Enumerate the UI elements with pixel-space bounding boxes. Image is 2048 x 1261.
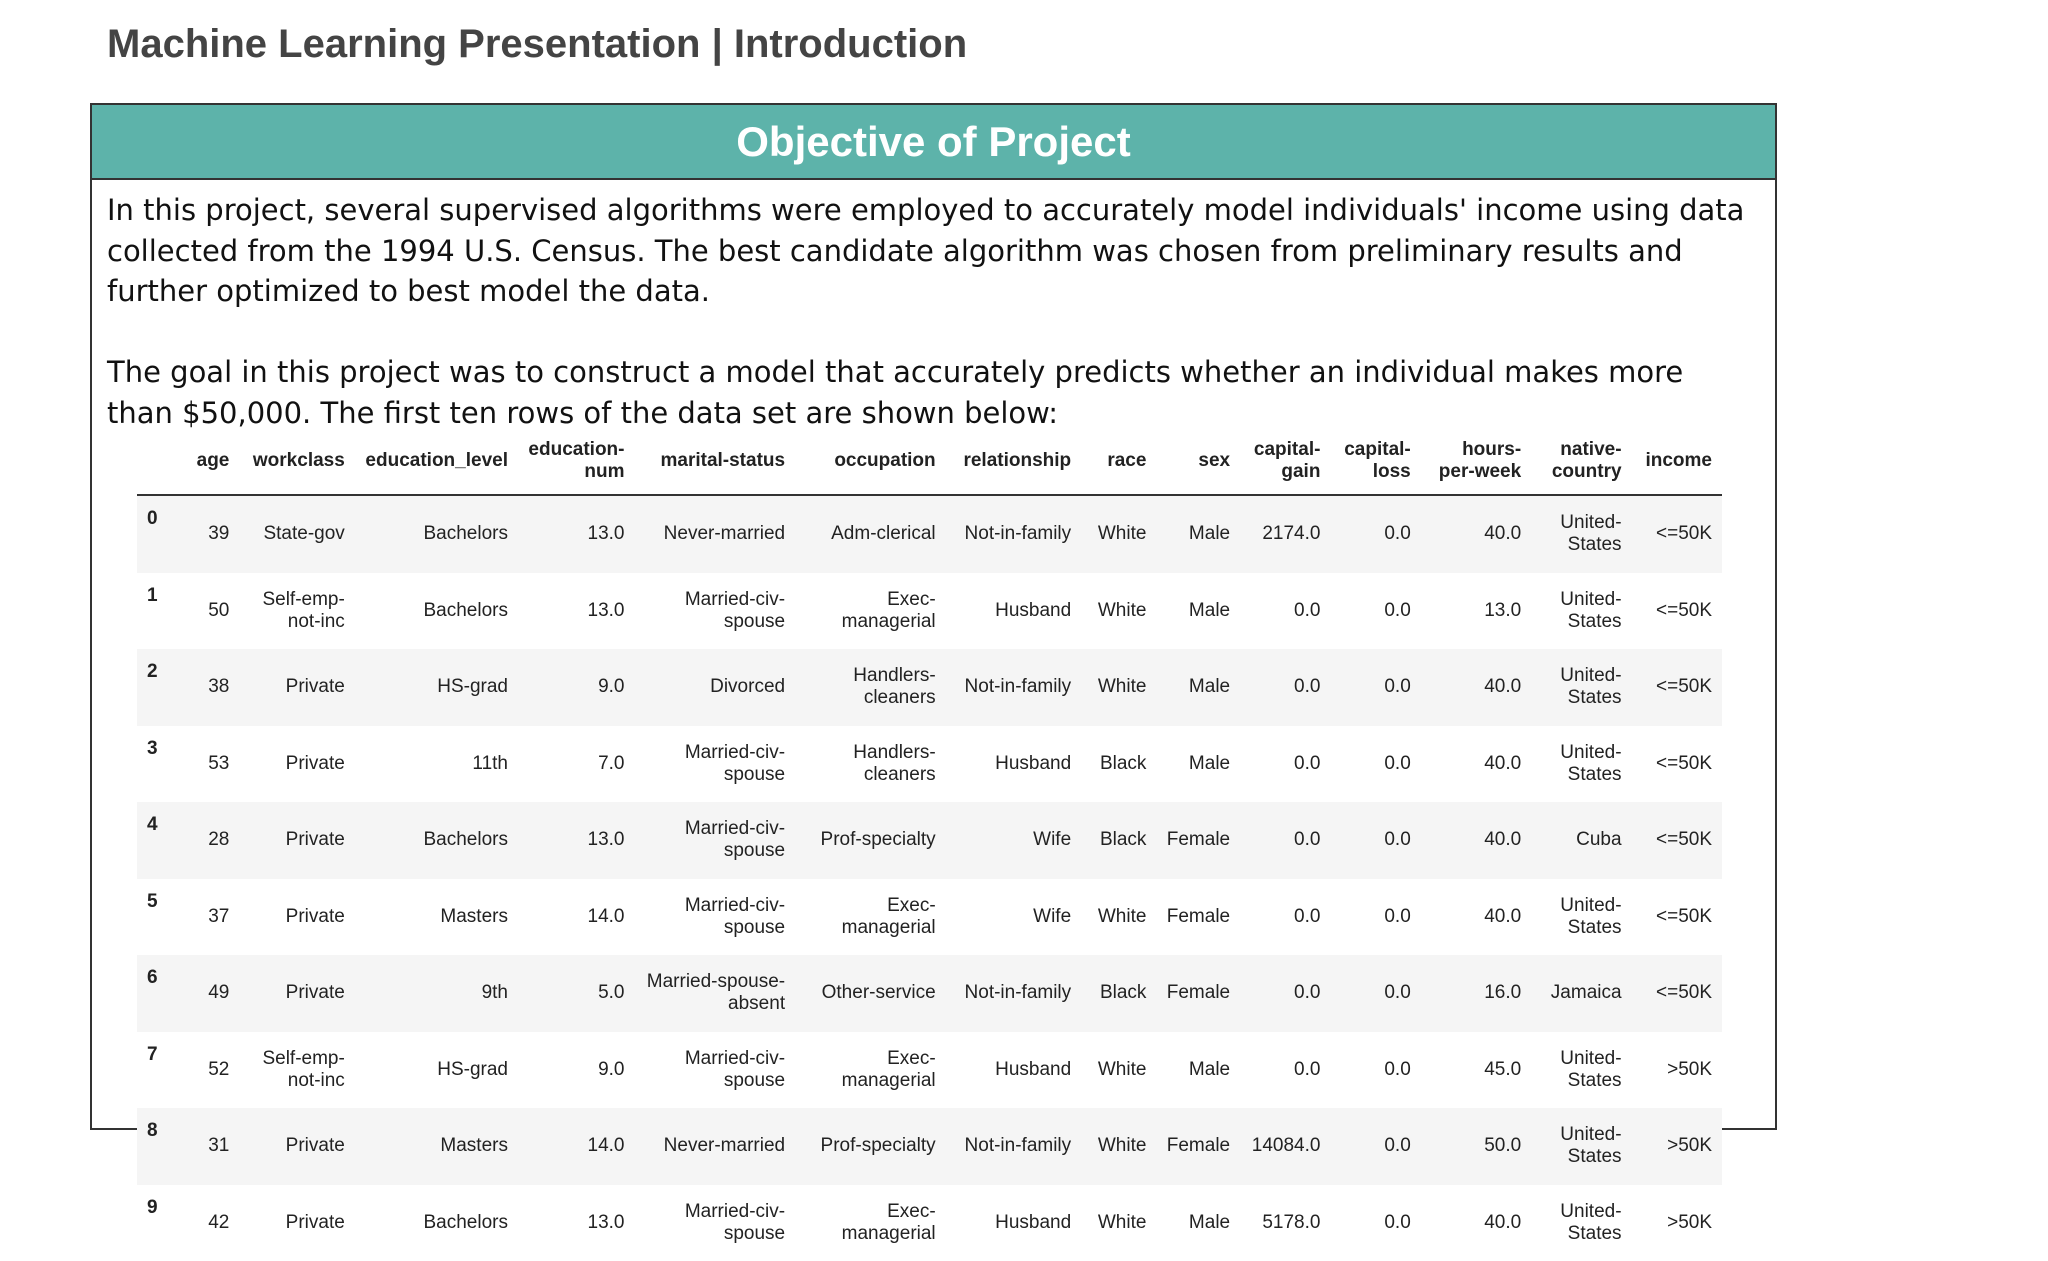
cell-relationship: Wife: [946, 879, 1082, 956]
table-row: [137, 573, 1722, 650]
cell-race: White: [1081, 1108, 1156, 1185]
census-data-table: [137, 428, 1722, 1261]
cell-marital-status: Married-civ-spouse: [634, 1032, 795, 1109]
cell-native-country: United-States: [1531, 726, 1631, 803]
table-row: [137, 1032, 1722, 1109]
cell-race: Black: [1081, 955, 1156, 1032]
cell-income: <=50K: [1632, 495, 1722, 573]
cell-relationship: Not-in-family: [946, 955, 1082, 1032]
index-header: [137, 428, 177, 495]
row-index: 3: [137, 726, 177, 803]
table-row: [137, 802, 1722, 879]
cell-workclass: Private: [239, 649, 354, 726]
cell-income: <=50K: [1632, 802, 1722, 879]
column-header-race: race: [1081, 428, 1156, 495]
cell-occupation: Prof-specialty: [795, 802, 946, 879]
table-row: [137, 495, 1722, 573]
cell-capital-loss: 0.0: [1330, 573, 1420, 650]
cell-capital-gain: 0.0: [1240, 573, 1330, 650]
cell-native-country: United-States: [1531, 1032, 1631, 1109]
row-index: 5: [137, 879, 177, 956]
cell-relationship: Wife: [946, 802, 1082, 879]
cell-marital-status: Divorced: [634, 649, 795, 726]
cell-relationship: Not-in-family: [946, 495, 1082, 573]
cell-education-level: Bachelors: [355, 802, 518, 879]
cell-education-level: 9th: [355, 955, 518, 1032]
cell-capital-gain: 14084.0: [1240, 1108, 1330, 1185]
cell-capital-gain: 0.0: [1240, 1032, 1330, 1109]
cell-capital-gain: 0.0: [1240, 649, 1330, 726]
cell-marital-status: Married-civ-spouse: [634, 802, 795, 879]
column-header-relationship: relationship: [946, 428, 1082, 495]
cell-education-level: Bachelors: [355, 495, 518, 573]
cell-income: >50K: [1632, 1032, 1722, 1109]
cell-income: >50K: [1632, 1185, 1722, 1261]
cell-age: 28: [177, 802, 239, 879]
table-header-row: [137, 428, 1722, 495]
cell-income: <=50K: [1632, 726, 1722, 803]
cell-relationship: Not-in-family: [946, 1108, 1082, 1185]
cell-sex: Male: [1156, 573, 1240, 650]
cell-age: 50: [177, 573, 239, 650]
cell-education-num: 7.0: [518, 726, 635, 803]
cell-occupation: Handlers-cleaners: [795, 649, 946, 726]
cell-income: <=50K: [1632, 879, 1722, 956]
cell-workclass: Self-emp-not-inc: [239, 1032, 354, 1109]
cell-sex: Female: [1156, 879, 1240, 956]
cell-age: 38: [177, 649, 239, 726]
cell-hours-per-week: 50.0: [1421, 1108, 1531, 1185]
row-index: 1: [137, 573, 177, 650]
cell-native-country: United-States: [1531, 1108, 1631, 1185]
column-header-occupation: occupation: [795, 428, 946, 495]
column-header-capital-loss: capital-loss: [1330, 428, 1420, 495]
cell-sex: Male: [1156, 1032, 1240, 1109]
cell-workclass: State-gov: [239, 495, 354, 573]
row-index: 9: [137, 1185, 177, 1261]
cell-capital-loss: 0.0: [1330, 1032, 1420, 1109]
cell-hours-per-week: 40.0: [1421, 495, 1531, 573]
row-index: 7: [137, 1032, 177, 1109]
cell-sex: Male: [1156, 495, 1240, 573]
table-body: [137, 495, 1722, 1261]
cell-capital-loss: 0.0: [1330, 726, 1420, 803]
cell-capital-loss: 0.0: [1330, 802, 1420, 879]
cell-hours-per-week: 45.0: [1421, 1032, 1531, 1109]
cell-occupation: Exec-managerial: [795, 1032, 946, 1109]
cell-capital-loss: 0.0: [1330, 649, 1420, 726]
cell-sex: Male: [1156, 649, 1240, 726]
cell-sex: Female: [1156, 955, 1240, 1032]
column-header-education-level: education_level: [355, 428, 518, 495]
row-index: 0: [137, 495, 177, 573]
cell-workclass: Private: [239, 802, 354, 879]
cell-marital-status: Married-spouse-absent: [634, 955, 795, 1032]
cell-capital-gain: 5178.0: [1240, 1185, 1330, 1261]
cell-workclass: Private: [239, 955, 354, 1032]
cell-native-country: United-States: [1531, 649, 1631, 726]
cell-relationship: Not-in-family: [946, 649, 1082, 726]
table-row: [137, 726, 1722, 803]
column-header-age: age: [177, 428, 239, 495]
cell-education-num: 14.0: [518, 879, 635, 956]
cell-sex: Male: [1156, 726, 1240, 803]
cell-marital-status: Married-civ-spouse: [634, 726, 795, 803]
description-paragraph-2: The goal in this project was to construct a model that accurately predicts whether an individual makes more than $50,000. The first ten rows of the data set are shown below:: [107, 352, 1757, 433]
objective-description: [107, 190, 1757, 433]
cell-capital-loss: 0.0: [1330, 1185, 1420, 1261]
cell-capital-gain: 0.0: [1240, 726, 1330, 803]
cell-race: Black: [1081, 802, 1156, 879]
cell-age: 49: [177, 955, 239, 1032]
cell-age: 31: [177, 1108, 239, 1185]
cell-native-country: Jamaica: [1531, 955, 1631, 1032]
cell-hours-per-week: 40.0: [1421, 879, 1531, 956]
cell-capital-loss: 0.0: [1330, 955, 1420, 1032]
row-index: 4: [137, 802, 177, 879]
cell-workclass: Private: [239, 879, 354, 956]
cell-occupation: Handlers-cleaners: [795, 726, 946, 803]
cell-education-num: 13.0: [518, 495, 635, 573]
cell-race: White: [1081, 573, 1156, 650]
cell-workclass: Private: [239, 1185, 354, 1261]
cell-marital-status: Never-married: [634, 495, 795, 573]
cell-hours-per-week: 40.0: [1421, 802, 1531, 879]
cell-race: White: [1081, 495, 1156, 573]
cell-relationship: Husband: [946, 1032, 1082, 1109]
cell-race: White: [1081, 1185, 1156, 1261]
cell-sex: Male: [1156, 1185, 1240, 1261]
cell-native-country: United-States: [1531, 495, 1631, 573]
table-row: [137, 1108, 1722, 1185]
column-header-native-country: native-country: [1531, 428, 1631, 495]
cell-occupation: Other-service: [795, 955, 946, 1032]
cell-capital-gain: 2174.0: [1240, 495, 1330, 573]
column-header-capital-gain: capital-gain: [1240, 428, 1330, 495]
row-index: 2: [137, 649, 177, 726]
cell-native-country: United-States: [1531, 879, 1631, 956]
cell-education-level: HS-grad: [355, 649, 518, 726]
cell-sex: Female: [1156, 802, 1240, 879]
cell-marital-status: Married-civ-spouse: [634, 1185, 795, 1261]
column-header-income: income: [1632, 428, 1722, 495]
cell-capital-gain: 0.0: [1240, 879, 1330, 956]
cell-education-level: Bachelors: [355, 573, 518, 650]
cell-hours-per-week: 40.0: [1421, 649, 1531, 726]
column-header-education-num: education-num: [518, 428, 635, 495]
page-title: Machine Learning Presentation | Introduction: [107, 22, 967, 67]
cell-relationship: Husband: [946, 573, 1082, 650]
cell-native-country: Cuba: [1531, 802, 1631, 879]
cell-occupation: Adm-clerical: [795, 495, 946, 573]
cell-capital-gain: 0.0: [1240, 955, 1330, 1032]
cell-race: Black: [1081, 726, 1156, 803]
cell-workclass: Self-emp-not-inc: [239, 573, 354, 650]
cell-education-num: 5.0: [518, 955, 635, 1032]
cell-education-num: 13.0: [518, 1185, 635, 1261]
cell-native-country: United-States: [1531, 573, 1631, 650]
cell-age: 37: [177, 879, 239, 956]
objective-banner: [92, 105, 1775, 180]
cell-income: >50K: [1632, 1108, 1722, 1185]
cell-relationship: Husband: [946, 726, 1082, 803]
table-row: [137, 879, 1722, 956]
table-row: [137, 955, 1722, 1032]
cell-education-num: 9.0: [518, 1032, 635, 1109]
cell-education-num: 14.0: [518, 1108, 635, 1185]
table-row: [137, 649, 1722, 726]
cell-sex: Female: [1156, 1108, 1240, 1185]
description-paragraph-1: In this project, several supervised algorithms were employed to accurately model individuals' income using data collected from the 1994 U.S. Census. The best candidate algorithm was chosen from preliminary results and further optimized to best model the data.: [107, 190, 1757, 312]
cell-education-num: 13.0: [518, 573, 635, 650]
cell-race: White: [1081, 649, 1156, 726]
cell-income: <=50K: [1632, 955, 1722, 1032]
objective-title: Objective of Project: [736, 118, 1130, 166]
cell-capital-loss: 0.0: [1330, 879, 1420, 956]
cell-marital-status: Married-civ-spouse: [634, 573, 795, 650]
table-row: [137, 1185, 1722, 1261]
row-index: 8: [137, 1108, 177, 1185]
cell-income: <=50K: [1632, 573, 1722, 650]
column-header-workclass: workclass: [239, 428, 354, 495]
cell-age: 52: [177, 1032, 239, 1109]
cell-occupation: Exec-managerial: [795, 573, 946, 650]
column-header-hours-per-week: hours-per-week: [1421, 428, 1531, 495]
cell-workclass: Private: [239, 726, 354, 803]
column-header-marital-status: marital-status: [634, 428, 795, 495]
cell-education-num: 13.0: [518, 802, 635, 879]
cell-age: 42: [177, 1185, 239, 1261]
cell-occupation: Exec-managerial: [795, 1185, 946, 1261]
cell-hours-per-week: 40.0: [1421, 1185, 1531, 1261]
cell-hours-per-week: 16.0: [1421, 955, 1531, 1032]
cell-hours-per-week: 13.0: [1421, 573, 1531, 650]
cell-income: <=50K: [1632, 649, 1722, 726]
cell-capital-gain: 0.0: [1240, 802, 1330, 879]
cell-capital-loss: 0.0: [1330, 1108, 1420, 1185]
cell-relationship: Husband: [946, 1185, 1082, 1261]
column-header-sex: sex: [1156, 428, 1240, 495]
row-index: 6: [137, 955, 177, 1032]
cell-education-level: Masters: [355, 879, 518, 956]
cell-workclass: Private: [239, 1108, 354, 1185]
cell-education-num: 9.0: [518, 649, 635, 726]
cell-education-level: HS-grad: [355, 1032, 518, 1109]
cell-age: 39: [177, 495, 239, 573]
cell-education-level: Bachelors: [355, 1185, 518, 1261]
cell-marital-status: Married-civ-spouse: [634, 879, 795, 956]
cell-race: White: [1081, 1032, 1156, 1109]
cell-marital-status: Never-married: [634, 1108, 795, 1185]
objective-panel: [90, 103, 1777, 1130]
cell-capital-loss: 0.0: [1330, 495, 1420, 573]
cell-education-level: 11th: [355, 726, 518, 803]
cell-occupation: Exec-managerial: [795, 879, 946, 956]
cell-race: White: [1081, 879, 1156, 956]
cell-native-country: United-States: [1531, 1185, 1631, 1261]
cell-hours-per-week: 40.0: [1421, 726, 1531, 803]
cell-age: 53: [177, 726, 239, 803]
cell-education-level: Masters: [355, 1108, 518, 1185]
cell-occupation: Prof-specialty: [795, 1108, 946, 1185]
